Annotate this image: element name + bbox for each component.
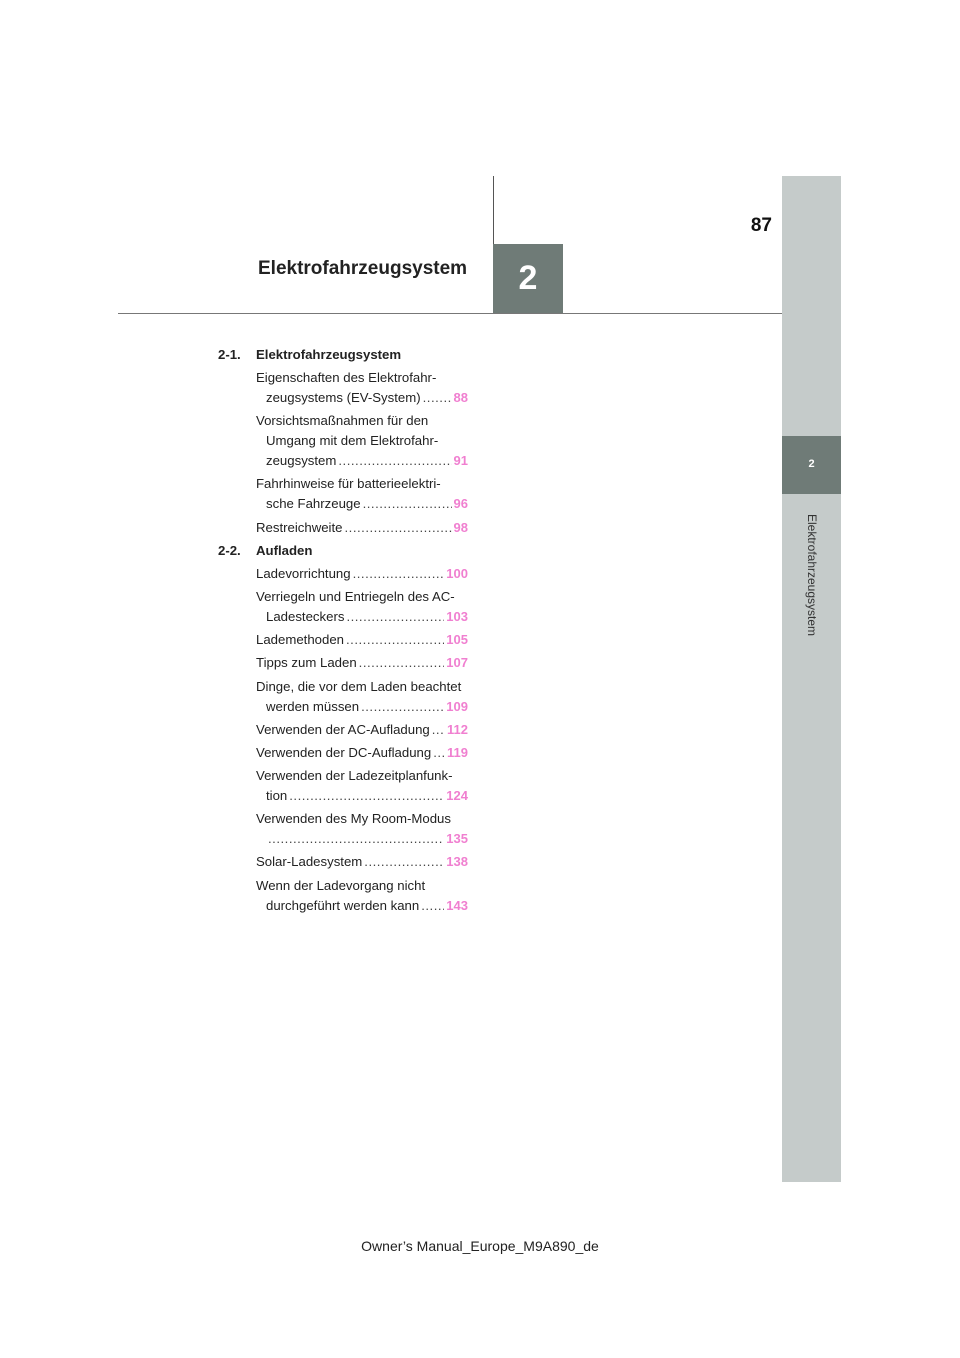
toc-page-link[interactable]: 96 [453, 496, 468, 512]
toc-entry-text: Eigenschaften des Elektrofahr- [256, 370, 437, 385]
chapter-number: 2 [518, 259, 538, 297]
chapter-title: Elektrofahrzeugsystem [258, 258, 468, 279]
toc-entry-text: Restreichweite [256, 519, 343, 535]
toc-entry-leader-line [256, 852, 468, 872]
toc-entry-text: zeugsystems (EV-System) [266, 390, 421, 405]
toc-entry[interactable] [218, 677, 468, 717]
toc-entry[interactable] [218, 587, 468, 627]
toc-dot-leader [338, 451, 451, 471]
toc-dot-leader [433, 743, 445, 763]
toc-entry[interactable] [218, 368, 468, 408]
table-of-contents [218, 345, 468, 919]
toc-page-link[interactable]: 143 [446, 897, 468, 913]
toc-section-title: Aufladen [256, 542, 313, 558]
toc-page-link[interactable]: 135 [446, 831, 468, 847]
toc-entry-text: Dinge, die vor dem Laden beachtet [256, 678, 462, 694]
toc-page-link[interactable]: 109 [446, 698, 468, 714]
toc-entry[interactable] [218, 474, 468, 514]
toc-entry-leader-line [256, 518, 468, 538]
toc-dot-leader [289, 786, 444, 806]
toc-page-link[interactable]: 91 [453, 453, 468, 469]
toc-section-number: 2-1. [218, 347, 241, 362]
toc-entry-text: durchgeführt werden kann [266, 897, 420, 913]
toc-entry[interactable] [218, 411, 468, 471]
sidebar-strip [782, 176, 841, 1182]
toc-section-title: Elektrofahrzeugsystem [256, 347, 402, 362]
toc-entry[interactable] [218, 720, 468, 740]
toc-entry-leader-line [256, 786, 468, 806]
toc-entry-text: Solar-Ladesystem [256, 854, 363, 870]
sidebar-chapter-label: Elektrofahrzeugsystem [805, 513, 819, 637]
toc-entry-text: Wenn der Ladevorgang nicht [256, 877, 426, 893]
toc-entry-text: Ladevorrichtung [256, 565, 351, 581]
toc-entry[interactable] [218, 852, 468, 872]
sidebar-tab-number: 2 [808, 458, 815, 470]
toc-dot-leader [363, 494, 452, 514]
toc-page-link[interactable]: 105 [446, 632, 468, 648]
toc-page-link[interactable]: 98 [453, 519, 468, 535]
toc-entry[interactable] [218, 518, 468, 538]
toc-section-heading [218, 541, 468, 561]
toc-entry[interactable] [218, 564, 468, 584]
toc-entry-text: werden müssen [266, 698, 360, 714]
toc-entry-leader-line [256, 720, 468, 740]
toc-entry-text: Vorsichtsmaßnahmen für den [256, 413, 429, 429]
toc-entry-text: Verwenden der DC-Aufladung [256, 744, 432, 760]
toc-entry-leader-line [256, 829, 468, 849]
toc-entry-text: sche Fahrzeuge [266, 496, 361, 512]
toc-dot-leader [268, 829, 444, 849]
toc-page-link[interactable]: 112 [447, 721, 468, 737]
toc-page-link[interactable]: 103 [446, 608, 468, 624]
toc-entry-leader-line [256, 494, 468, 514]
toc-entry-leader-line [256, 451, 468, 471]
toc-entry-text: Verwenden des My Room-Modus [256, 811, 451, 827]
toc-entry-leader-line [256, 653, 468, 673]
toc-entry-text: Verwenden der AC-Aufladung [256, 721, 430, 737]
toc-entry[interactable] [218, 653, 468, 673]
toc-entry-text: Verwenden der Ladezeitplanfunk- [256, 768, 453, 784]
toc-entry-text: tion [266, 788, 288, 804]
toc-dot-leader [423, 388, 452, 408]
toc-page-link[interactable]: 138 [446, 854, 468, 870]
toc-entry-text: zeugsystem [266, 453, 337, 469]
toc-dot-leader [421, 896, 444, 916]
toc-page-link[interactable]: 119 [447, 744, 468, 760]
toc-entry-text: Ladesteckers [266, 608, 345, 624]
toc-entry-text: Verriegeln und Entriegeln des AC- [256, 588, 455, 604]
toc-page-link[interactable]: 107 [446, 655, 468, 671]
footer-manual-id: Owner’s Manual_Europe_M9A890_de [361, 1238, 599, 1254]
toc-dot-leader [346, 630, 444, 650]
toc-dot-leader [353, 564, 445, 584]
toc-dot-leader [346, 607, 444, 627]
toc-entry-leader-line [256, 388, 468, 408]
toc-dot-leader [345, 518, 452, 538]
toc-page-link[interactable]: 88 [453, 390, 468, 405]
toc-dot-leader [361, 697, 444, 717]
toc-entry-leader-line [256, 564, 468, 584]
toc-dot-leader [364, 852, 444, 872]
toc-entry-leader-line [256, 743, 468, 763]
toc-dot-leader [359, 653, 445, 673]
toc-dot-leader [432, 720, 445, 740]
toc-page-link[interactable]: 124 [446, 788, 468, 804]
toc-section-heading [218, 345, 468, 365]
header-horizontal-rule [118, 313, 782, 314]
toc-entry-text: Tipps zum Laden [256, 655, 357, 671]
toc-entry[interactable] [218, 630, 468, 650]
toc-entry-leader-line [256, 896, 468, 916]
toc-page-link[interactable]: 100 [446, 565, 468, 581]
page-number: 87 [750, 215, 772, 236]
toc-entry-leader-line [256, 630, 468, 650]
toc-section-number: 2-2. [218, 542, 241, 558]
header-vertical-rule [493, 176, 494, 244]
toc-entry-leader-line [256, 697, 468, 717]
toc-entry-leader-line [256, 607, 468, 627]
toc-entry[interactable] [218, 876, 468, 916]
toc-entry-text: Fahrhinweise für batterieelektri- [256, 476, 441, 492]
toc-entry[interactable] [218, 743, 468, 763]
toc-entry-text: Umgang mit dem Elektrofahr- [266, 433, 439, 449]
toc-entry-text: Lademethoden [256, 632, 344, 648]
toc-entry[interactable] [218, 766, 468, 806]
toc-entry[interactable] [218, 809, 468, 849]
